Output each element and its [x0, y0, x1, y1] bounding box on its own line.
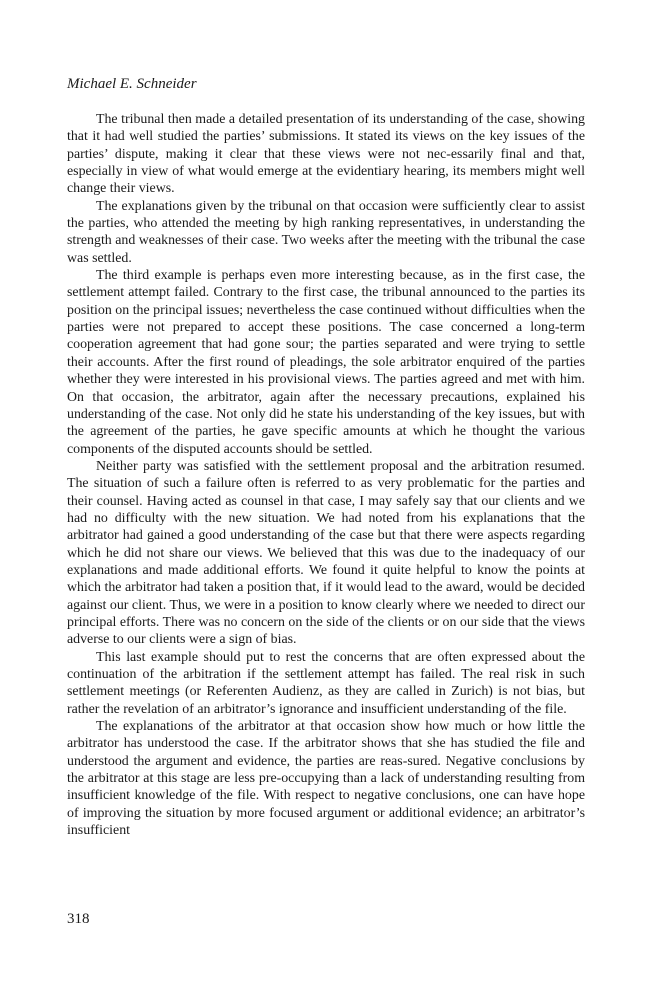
paragraph: The tribunal then made a detailed presentation of its understanding of the case, showing that it had well studied the parties’ submissions. It stated its views on the key issues of the parties’ dispute, making it clear that these views were not nec-essarily final and that, especially in view of what would emerge at the evidentiary hearing, its members might well change their views.: [67, 112, 585, 197]
paragraph: Neither party was satisfied with the settlement proposal and the arbitration resumed. The situation of such a failure often is referred to as very problematic for the parties and their counsel. Having acted as counsel in that case, I may safely say that our clients and we had no difficulty with the new situation. We had noted from his explanations that the arbitrator had gained a good understanding of the case but that there were aspects regarding which he did not share our views. We believed that this was due to the inadequacy of our explanations and made additional efforts. We found it quite helpful to know the points at which the arbitrator had taken a position that, if it would lead to the award, would be decided against our client. Thus, we were in a position to know clearly where we needed to direct our principal efforts. There was no concern on the side of the clients or on our side that the views adverse to our clients were a sign of bias.: [67, 458, 585, 648]
paragraph: The third example is perhaps even more interesting because, as in the first case, the settlement attempt failed. Contrary to the first case, the tribunal announced to the parties its position on the principal issues; nevertheless the case continued without difficulties when the parties were not prepared to accept these positions. The case concerned a long-term cooperation agreement that had gone sour; the parties separated and were trying to settle their accounts. After the first round of pleadings, the sole arbitrator enquired of the parties whether they were interested in his provisional views. The parties agreed and met with him. On that occasion, the arbitrator, again after the necessary precautions, explained his understanding of the case. Not only did he state his understanding of the key issues, but with the agreement of the parties, he gave specific amounts at which he thought the various components of the disputed accounts should be settled.: [67, 268, 585, 457]
page-number: 318: [67, 911, 90, 927]
paragraph: The explanations given by the tribunal on that occasion were sufficiently clear to assist the parties, who attended the meeting by high ranking representatives, in understanding the strength and weaknesses of their case. Two weeks after the meeting with the tribunal the case was settled.: [67, 198, 585, 266]
body-text: [67, 111, 585, 839]
paragraph: This last example should put to rest the concerns that are often expressed about the continuation of the arbitration if the settlement attempt has failed. The real risk in such settlement meetings (or Referenten Audienz, as they are called in Zurich) is not bias, but rather the revelation of an arbitrator’s ignorance and insufficient understanding of the file.: [67, 649, 585, 717]
running-head-author: Michael E. Schneider: [67, 76, 197, 92]
paragraph-last-continued: The explanations of the arbitrator at that occasion show how much or how little the arbitrator has understood the case. If the arbitrator shows that she has studied the file and understood the argument and evidence, the parties are reas-sured. Negative conclusions by the arbitrator at this stage are less pre-occupying than a lack of understanding resulting from insufficient knowledge of the file. With respect to negative conclusions, one can have hope of improving the situation by more focused argument or additional evidence; an arbitrator’s insufficient: [67, 719, 585, 839]
